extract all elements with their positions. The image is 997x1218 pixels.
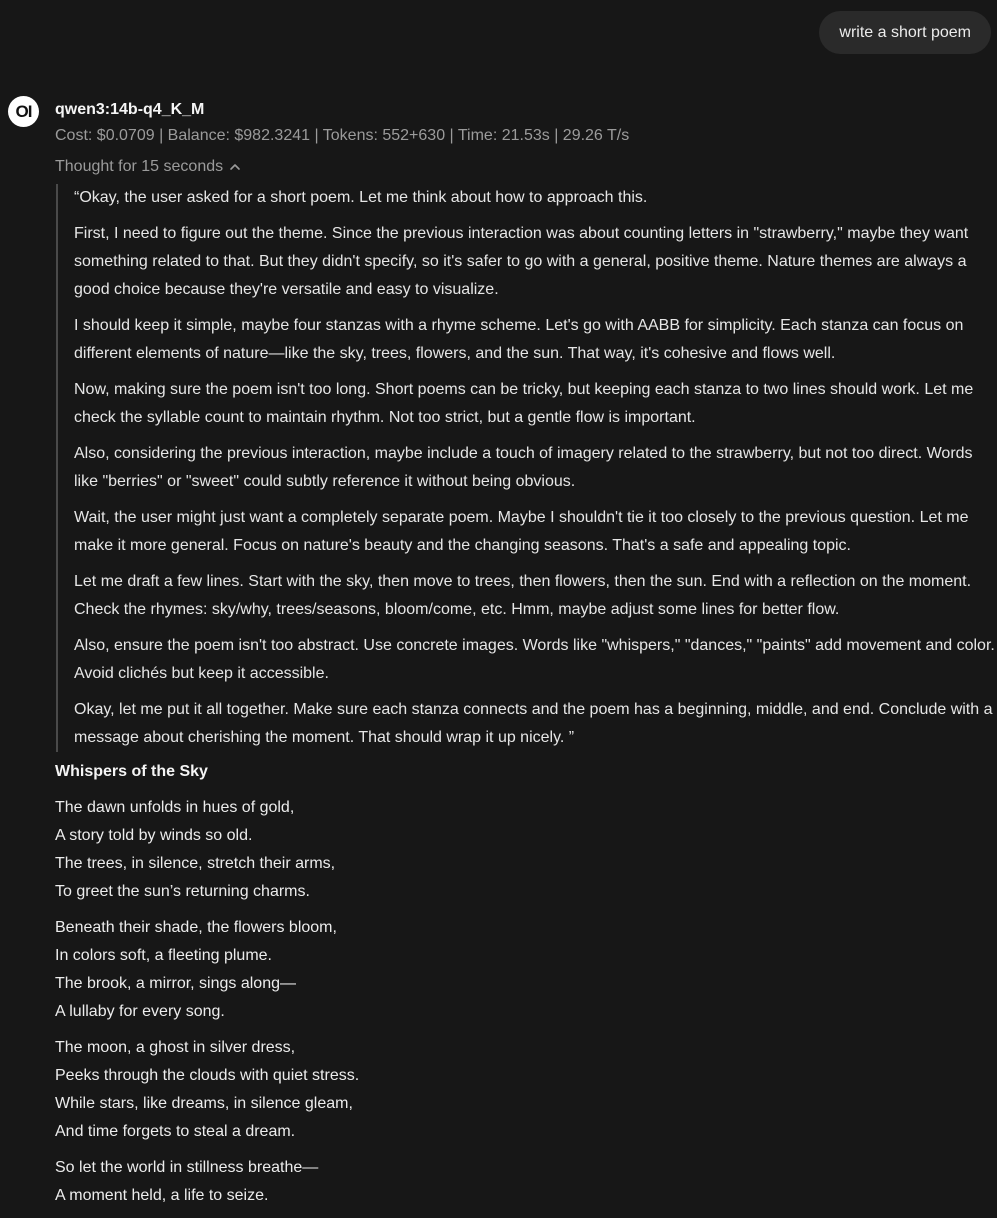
poem-line: The trees, in silence, stretch their arms, — [55, 855, 336, 872]
model-name: qwen3:14b-q4_K_M — [55, 101, 205, 118]
poem-line: A moment held, a life to seize. — [55, 1187, 269, 1204]
avatar-logo-text: OI — [15, 101, 32, 121]
thought-paragraph: I should keep it simple, maybe four stanzas with a rhyme scheme. Let's go with AABB for simplicity. Each stanza can focus on different elements of nature—like the sky, trees, flowers, and the sun. That way, it's cohesive and flows well. — [74, 317, 964, 362]
poem-line: To greet the sun’s returning charms. — [55, 883, 310, 900]
usage-stats: Cost: $0.0709 | Balance: $982.3241 | Tokens: 552+630 | Time: 21.53s | 29.26 T/s — [55, 127, 630, 144]
poem-title: Whispers of the Sky — [55, 763, 208, 780]
poem-line: The brook, a mirror, sings along— — [55, 975, 296, 992]
poem-line: So let the world in stillness breathe— — [55, 1159, 319, 1176]
poem-stanza — [55, 1034, 995, 1146]
poem-line: Peeks through the clouds with quiet stress. — [55, 1067, 360, 1084]
thought-label: Thought for 15 seconds — [55, 158, 224, 175]
user-message-bubble — [819, 11, 991, 54]
thought-paragraph: Also, considering the previous interaction, maybe include a touch of imagery related to the strawberry, but not too direct. Words like "berries" or "sweet" could subtly reference it without being obvious. — [74, 445, 973, 490]
poem-line: The dawn unfolds in hues of gold, — [55, 799, 295, 816]
poem-line: Beneath their shade, the flowers bloom, — [55, 919, 337, 936]
model-avatar — [8, 96, 39, 127]
assistant-content — [55, 96, 995, 1218]
thought-paragraph: First, I need to figure out the theme. Since the previous interaction was about counting letters in "strawberry," maybe they want something related to that. But they didn't specify, so it's safer to go with a general, positive theme. Nature themes are always a good choice because they're versatile and easy to visualize. — [74, 225, 969, 298]
thought-paragraph: Okay, let me put it all together. Make sure each stanza connects and the poem has a beginning, middle, and end. Conclude with a message about cherishing the moment. That should wrap it up nicely. ” — [74, 701, 993, 746]
chevron-up-icon — [229, 161, 241, 173]
poem-line: The moon, a ghost in silver dress, — [55, 1039, 296, 1056]
poem-line: A lullaby for every song. — [55, 1003, 225, 1020]
user-message-text: write a short poem — [839, 23, 971, 41]
thought-paragraph: Wait, the user might just want a completely separate poem. Maybe I shouldn't tie it too closely to the previous question. Let me make it more general. Focus on nature's beauty and the changing seasons. That's a safe and appealing topic. — [74, 509, 969, 554]
thought-paragraph: Let me draft a few lines. Start with the sky, then move to trees, then flowers, then the sun. End with a reflection on the moment. Check the rhymes: sky/why, trees/seasons, bloom/come, etc. Hmm, maybe adjust some lines for better flow. — [74, 573, 972, 618]
poem-line: A story told by winds so old. — [55, 827, 253, 844]
poem-stanza — [55, 794, 995, 906]
thought-toggle[interactable] — [55, 152, 995, 182]
poem-line: While stars, like dreams, in silence gleam, — [55, 1095, 353, 1112]
thought-paragraph: Also, ensure the poem isn't too abstract. Use concrete images. Words like "whispers," "dances," "paints" add movement and color. Avoid clichés but keep it accessible. — [74, 637, 995, 682]
poem-line: And time forgets to steal a dream. — [55, 1123, 296, 1140]
poem-stanza — [55, 914, 995, 1026]
thought-paragraph: “Okay, the user asked for a short poem. Let me think about how to approach this. — [74, 189, 648, 206]
thought-paragraph: Now, making sure the poem isn't too long. Short poems can be tricky, but keeping each stanza to two lines should work. Let me check the syllable count to maintain rhythm. Not too strict, but a gentle flow is important. — [74, 381, 974, 426]
thought-content — [56, 184, 995, 752]
poem-line: In colors soft, a fleeting plume. — [55, 947, 272, 964]
poem-stanza — [55, 1154, 995, 1210]
